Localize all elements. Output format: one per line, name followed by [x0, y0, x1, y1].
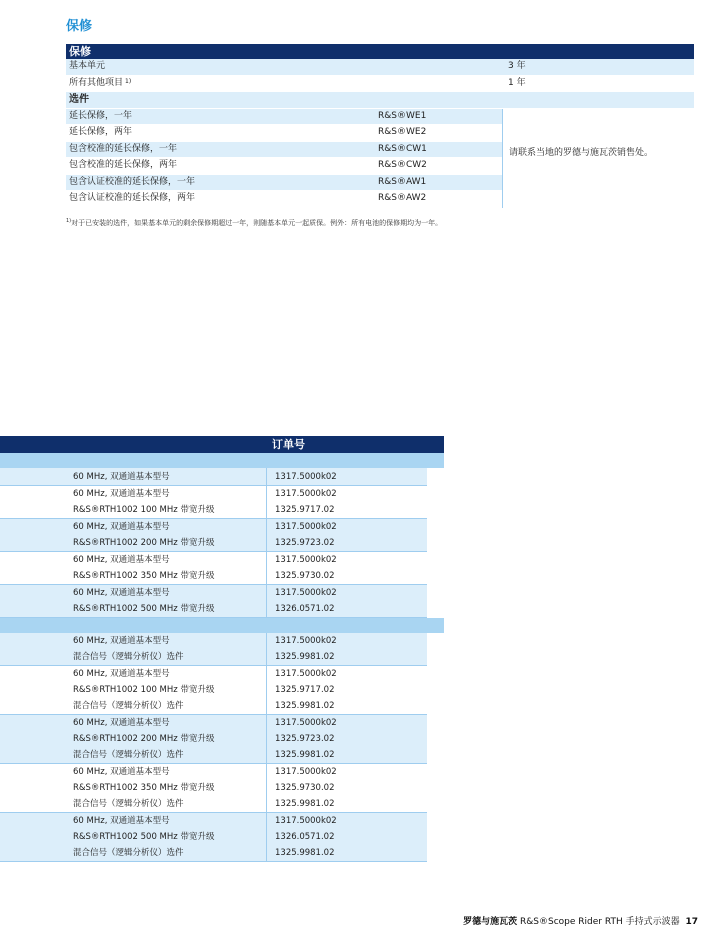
option-label: 延长保修，一年 [69, 110, 133, 121]
warranty-row-label: 基本单元 [69, 61, 106, 71]
order-number: 1326.0571.02 [275, 832, 335, 842]
order-table [0, 436, 444, 862]
option-label: 包含认证校准的延长保修，一年 [69, 176, 196, 187]
order-description: 混合信号（逻辑分析仪）选件 [73, 652, 184, 662]
order-number: 1325.9981.02 [275, 799, 335, 809]
order-line [0, 764, 427, 780]
option-code: R&S®WE2 [378, 127, 427, 137]
order-line [0, 469, 427, 485]
page-footer [463, 914, 698, 927]
contact-cell [502, 109, 694, 208]
option-code: R&S®WE1 [378, 110, 427, 121]
order-description: R&S®RTH1002 350 MHz 带宽升级 [73, 783, 215, 793]
order-number: 1325.9717.02 [275, 685, 335, 695]
order-group [0, 764, 427, 813]
footer-title: R&S®Scope Rider RTH 手持式示波器 [520, 917, 680, 927]
order-number: 1317.5000k02 [275, 489, 337, 499]
order-number: 1317.5000k02 [275, 472, 337, 482]
option-label: 包含认证校准的延长保修，两年 [69, 193, 196, 203]
section-bar [0, 453, 444, 468]
order-description: 60 MHz, 双通道基本型号 [73, 816, 170, 826]
order-number: 1317.5000k02 [275, 816, 337, 826]
footnote-marker: 1) [125, 77, 132, 85]
option-label: 包含校准的延长保修，一年 [69, 143, 178, 154]
option-label: 包含校准的延长保修，两年 [69, 160, 178, 170]
order-line [0, 715, 427, 731]
order-number: 1317.5000k02 [275, 718, 337, 728]
order-number: 1325.9981.02 [275, 750, 335, 760]
option-code: R&S®AW2 [378, 193, 427, 203]
order-line [0, 568, 427, 584]
order-number: 1325.9723.02 [275, 538, 335, 548]
order-number: 1325.9981.02 [275, 701, 335, 711]
footnote-text: 对于已安装的选件，如果基本单元的剩余保修期超过一年，则随基本单元一起质保。例外：所有电池的保修期均为一年。 [71, 219, 443, 227]
order-number: 1317.5000k02 [275, 522, 337, 532]
order-group [0, 813, 427, 862]
order-group [0, 715, 427, 764]
order-group [0, 486, 427, 519]
section-bar [0, 618, 444, 633]
order-number: 1325.9981.02 [275, 848, 335, 858]
option-row [66, 175, 502, 192]
order-description: 60 MHz, 双通道基本型号 [73, 588, 170, 598]
order-description: R&S®RTH1002 100 MHz 带宽升级 [73, 505, 215, 515]
order-line [0, 666, 427, 682]
warranty-row-value: 3 年 [508, 61, 526, 71]
options-block [66, 109, 694, 208]
page-number: 17 [685, 917, 698, 927]
order-description: 混合信号（逻辑分析仪）选件 [73, 750, 184, 760]
order-description: 60 MHz, 双通道基本型号 [73, 522, 170, 532]
warranty-row [66, 76, 694, 93]
order-number: 1325.9717.02 [275, 505, 335, 515]
option-row [66, 158, 502, 175]
option-code: R&S®CW2 [378, 160, 427, 170]
order-description: R&S®RTH1002 100 MHz 带宽升级 [73, 685, 215, 695]
order-line [0, 601, 427, 617]
order-line [0, 649, 427, 665]
warranty-row-value: 1 年 [508, 77, 526, 88]
order-description: 60 MHz, 双通道基本型号 [73, 636, 170, 646]
order-line [0, 502, 427, 518]
option-row [66, 109, 502, 126]
order-number: 1325.9981.02 [275, 652, 335, 662]
order-line [0, 813, 427, 829]
order-description: 混合信号（逻辑分析仪）选件 [73, 799, 184, 809]
order-description: R&S®RTH1002 500 MHz 带宽升级 [73, 604, 215, 614]
order-description: 60 MHz, 双通道基本型号 [73, 669, 170, 679]
order-group [0, 633, 427, 666]
order-number: 1317.5000k02 [275, 767, 337, 777]
order-number: 1325.9723.02 [275, 734, 335, 744]
order-line [0, 519, 427, 535]
options-section-header [66, 92, 694, 109]
warranty-row [66, 59, 694, 76]
footnote [66, 218, 442, 228]
order-description: 60 MHz, 双通道基本型号 [73, 472, 170, 482]
order-description: R&S®RTH1002 350 MHz 带宽升级 [73, 571, 215, 581]
order-number: 1325.9730.02 [275, 571, 335, 581]
order-line [0, 585, 427, 601]
order-description: 混合信号（逻辑分析仪）选件 [73, 848, 184, 858]
order-number-column-header: 订单号 [272, 438, 305, 451]
order-number: 1317.5000k02 [275, 636, 337, 646]
warranty-table-header: 保修 [66, 44, 694, 59]
order-line [0, 552, 427, 568]
order-description: 60 MHz, 双通道基本型号 [73, 555, 170, 565]
order-description: 60 MHz, 双通道基本型号 [73, 767, 170, 777]
option-code: R&S®CW1 [378, 143, 427, 154]
warranty-table [66, 44, 694, 208]
order-group [0, 519, 427, 552]
order-line [0, 486, 427, 502]
order-line [0, 535, 427, 551]
order-description: R&S®RTH1002 200 MHz 带宽升级 [73, 538, 215, 548]
option-row [66, 125, 502, 142]
order-description: R&S®RTH1002 200 MHz 带宽升级 [73, 734, 215, 744]
order-line [0, 698, 427, 714]
option-row [66, 191, 502, 208]
option-row [66, 142, 502, 159]
order-description: 60 MHz, 双通道基本型号 [73, 489, 170, 499]
contact-text: 请联系当地的罗德与施瓦茨销售处。 [509, 147, 654, 158]
order-line [0, 747, 427, 763]
order-description: 混合信号（逻辑分析仪）选件 [73, 701, 184, 711]
warranty-row-label: 所有其他项目 $^{1)}$ [69, 77, 132, 88]
page-heading: 保修 [66, 19, 93, 34]
order-group [0, 552, 427, 585]
order-line [0, 780, 427, 796]
options-section-label: 选件 [69, 94, 89, 105]
footnote-marker: 1) [66, 218, 72, 224]
order-table-header [0, 436, 444, 453]
order-group [0, 468, 427, 486]
option-code: R&S®AW1 [378, 176, 427, 187]
order-number: 1317.5000k02 [275, 588, 337, 598]
footer-brand: 罗德与施瓦茨 [463, 917, 518, 927]
order-number: 1317.5000k02 [275, 555, 337, 565]
order-number: 1317.5000k02 [275, 669, 337, 679]
order-line [0, 796, 427, 812]
order-line [0, 845, 427, 861]
order-number: 1325.9730.02 [275, 783, 335, 793]
order-number: 1326.0571.02 [275, 604, 335, 614]
order-line [0, 633, 427, 649]
order-line [0, 829, 427, 845]
order-group [0, 585, 427, 618]
order-description: 60 MHz, 双通道基本型号 [73, 718, 170, 728]
order-description: R&S®RTH1002 500 MHz 带宽升级 [73, 832, 215, 842]
option-label: 延长保修，两年 [69, 127, 133, 137]
order-line [0, 731, 427, 747]
order-group [0, 666, 427, 715]
order-line [0, 682, 427, 698]
